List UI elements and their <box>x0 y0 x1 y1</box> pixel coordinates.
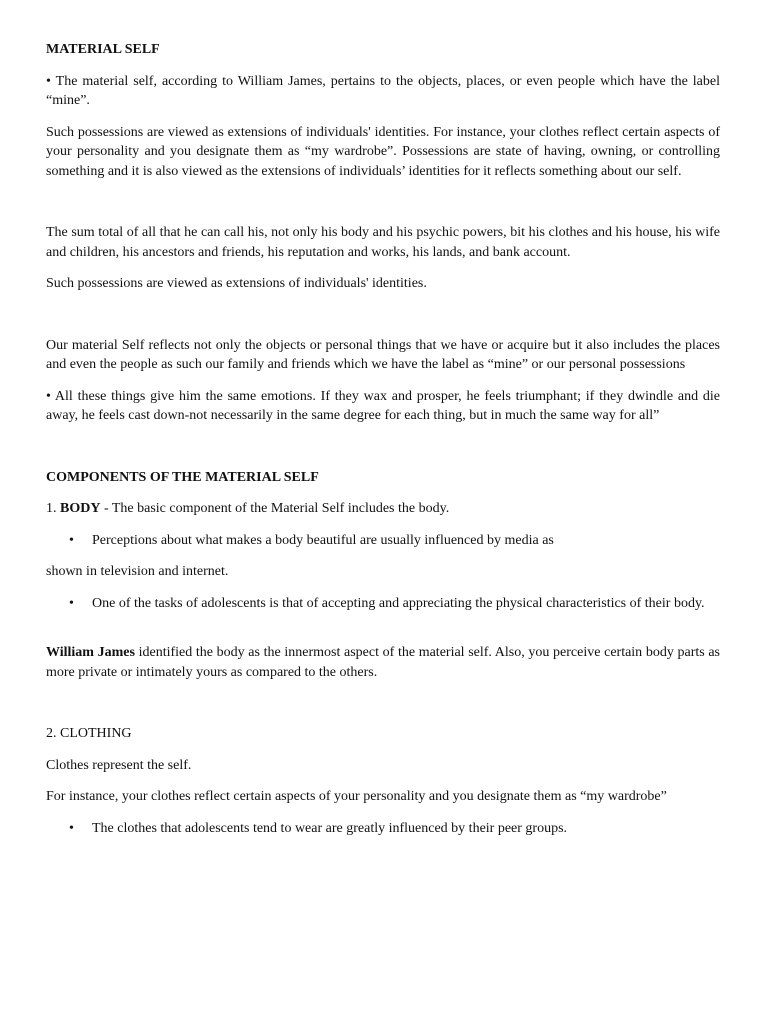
paragraph-extensions: Such possessions are viewed as extensions of individuals' identities. <box>46 276 427 291</box>
paragraph-possessions: Such possessions are viewed as extensions of individuals' identities. For instance, your clothes reflect certain aspects of your personality and you designate them as “my wardrobe”. Possessions are state of having, owning, or controlling something and it is also viewed as the extensions of individuals’ identities for it reflects something about our self. <box>46 124 720 179</box>
bullet-icon: • <box>69 595 74 611</box>
bullet-list-adolescents <box>46 594 720 614</box>
paragraph-body <box>46 499 720 519</box>
paragraph-bullet-continuation: shown in television and internet. <box>46 564 229 579</box>
paragraph-sum-total: The sum total of all that he can call his, not only his body and his psychic powers, bit his clothes and his house, his wife and children, his ancestors and friends, his reputation and works, his lands, and bank account. <box>46 225 720 260</box>
paragraph-clothes-reflect: For instance, your clothes reflect certain aspects of your personality and you designate them as “my wardrobe” <box>46 789 667 804</box>
bullet-list-perceptions <box>46 531 720 551</box>
william-james-text: identified the body as the innermost aspect of the material self. Also, you perceive certain body parts as more private or intimately yours as compared to the others. <box>46 645 721 680</box>
bullet-text: One of the tasks of adolescents is that of accepting and appreciating the physical characteristics of their body. <box>92 595 705 611</box>
paragraph-william-james <box>46 643 720 682</box>
paragraph-clothes-represent: Clothes represent the self. <box>46 757 192 773</box>
body-text: - The basic component of the Material Self includes the body. <box>100 501 450 516</box>
section-heading-material-self: MATERIAL SELF <box>46 42 160 57</box>
list-item <box>46 531 720 551</box>
list-item <box>46 594 720 614</box>
william-james-name: William James <box>46 645 135 660</box>
bullet-text: Perceptions about what makes a body beautiful are usually influenced by media as <box>92 532 554 548</box>
section-heading-components: COMPONENTS OF THE MATERIAL SELF <box>46 469 319 485</box>
bullet-text: The clothes that adolescents tend to wear are greatly influenced by their peer groups. <box>92 820 568 836</box>
list-item <box>46 819 720 839</box>
heading-clothing: 2. CLOTHING <box>46 726 132 741</box>
paragraph-definition: • The material self, according to William James, pertains to the objects, places, or even people which have the label “mine”. <box>46 73 720 108</box>
bullet-list-clothing <box>46 819 720 839</box>
paragraph-emotions: • All these things give him the same emotions. If they wax and prosper, he feels triumphant; if they dwindle and die away, he feels cast down-not necessarily in the same degree for each thing, but in much the same way for all” <box>46 388 720 423</box>
document-page <box>46 40 720 850</box>
bullet-icon: • <box>69 532 74 548</box>
body-prefix: 1. <box>46 501 60 516</box>
paragraph-material-self-reflects: Our material Self reflects not only the objects or personal things that we have or acquire but it also includes the places and even the people as such our family and friends which we have the label as “mine” or our personal possessions <box>46 337 720 372</box>
body-label: BODY <box>60 501 101 516</box>
bullet-icon: • <box>69 820 74 836</box>
